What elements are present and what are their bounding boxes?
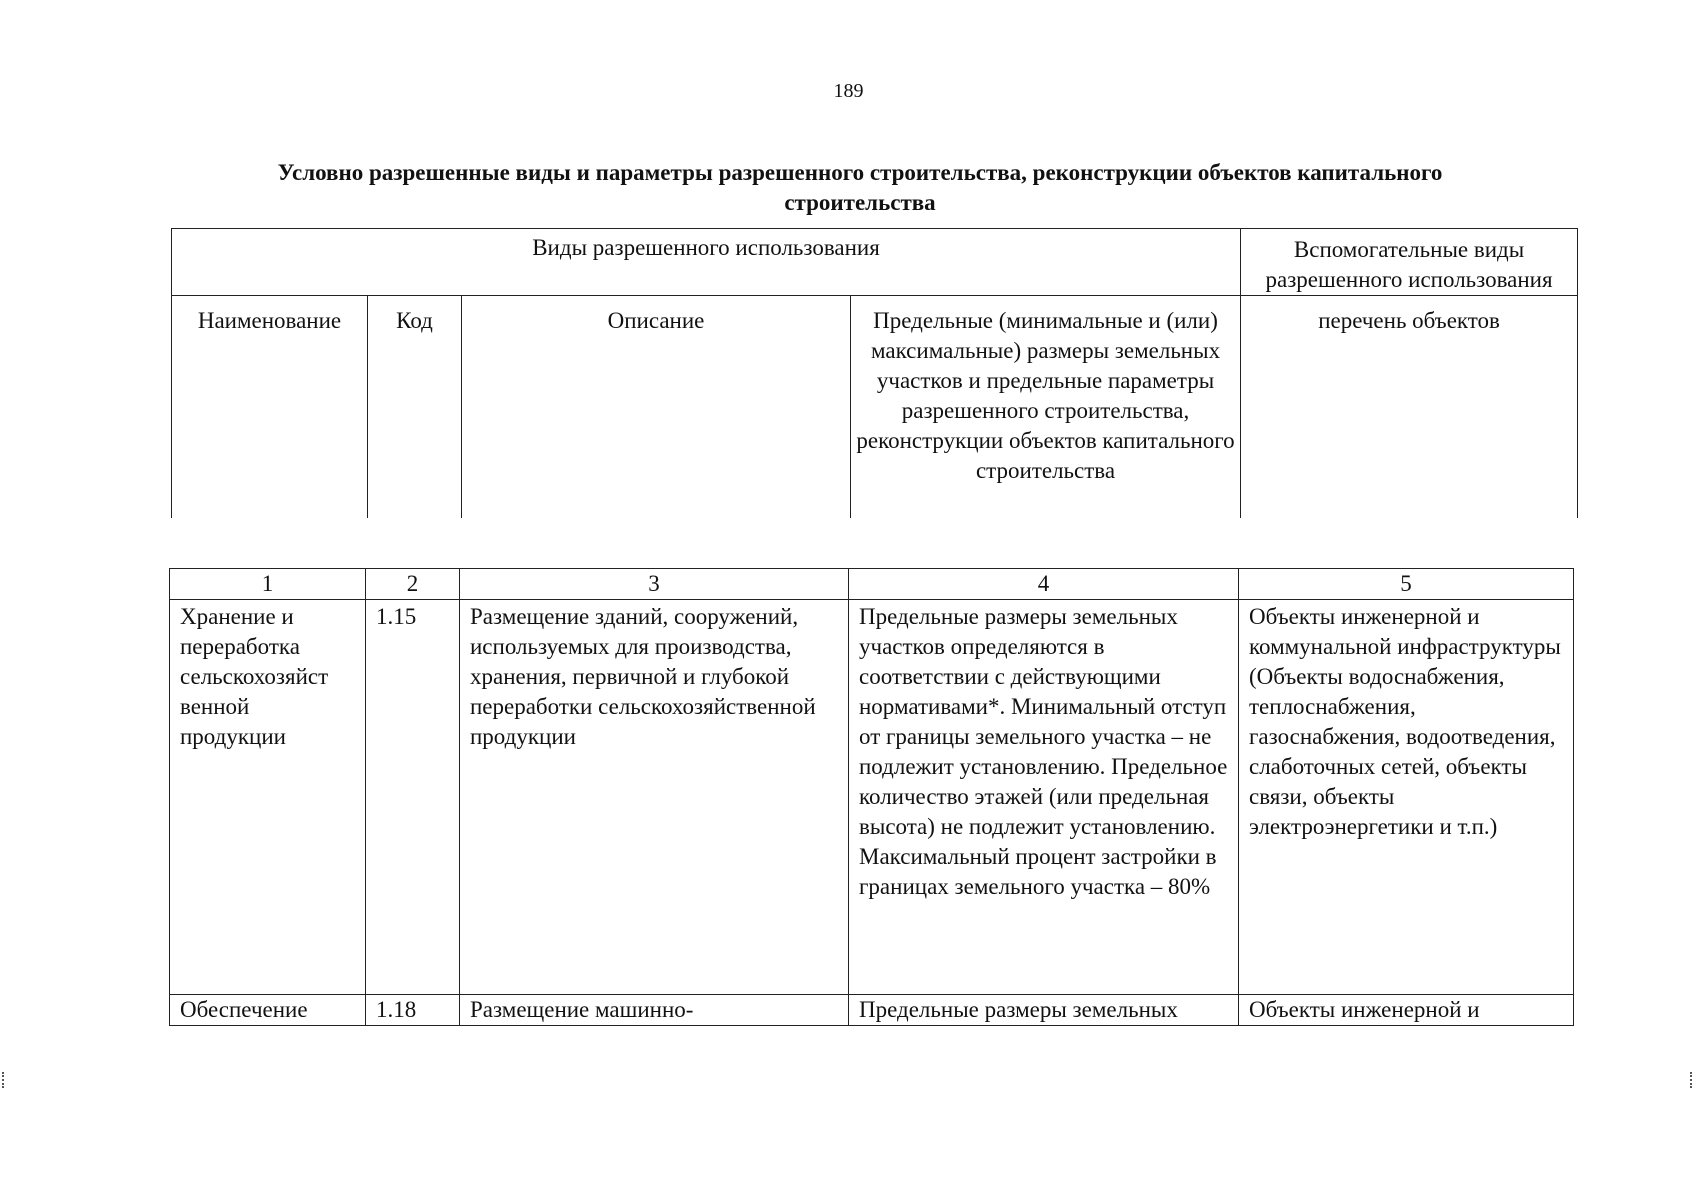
column-header-limits: Предельные (минимальные и (или) максимальные) размеры земельных участков и предельные параметры разрешенного строительства, реконструкции объектов капитального строительства: [851, 296, 1241, 519]
header-table: [171, 228, 1578, 518]
column-numbers-row: [170, 569, 1574, 600]
column-header-code: Код: [368, 296, 462, 519]
right-scan-mark: [1690, 1072, 1696, 1088]
column-number: 2: [366, 569, 460, 600]
cell-description: Размещение зданий, сооружений, используемых для производства, хранения, первичной и глубокой переработки сельскохозяйственной продукции: [460, 600, 849, 995]
column-header-description: Описание: [462, 296, 851, 519]
column-number: 5: [1239, 569, 1574, 600]
permitted-uses-group-header: Виды разрешенного использования: [172, 229, 1241, 296]
auxiliary-uses-header: Вспомогательные виды разрешенного использования: [1241, 229, 1578, 296]
column-header-objects: перечень объектов: [1241, 296, 1578, 519]
cell-code: 1.15: [366, 600, 460, 995]
column-number: 1: [170, 569, 366, 600]
cell-objects: Объекты инженерной и: [1239, 995, 1574, 1026]
cell-description: Размещение машинно-: [460, 995, 849, 1026]
table-row: [170, 600, 1574, 995]
cell-code: 1.18: [366, 995, 460, 1026]
data-table: [169, 568, 1574, 1026]
column-number: 3: [460, 569, 849, 600]
cell-objects: Объекты инженерной и коммунальной инфраструктуры (Объекты водоснабжения, теплоснабжения, газоснабжения, водоотведения, слаботочных сетей, объекты связи, объекты электроэнергетики и т.п.): [1239, 600, 1574, 995]
page-title: Условно разрешенные виды и параметры разрешенного строительства, реконструкции объектов капитального строительства: [277, 160, 1443, 215]
cell-name: Обеспечение: [170, 995, 366, 1026]
cell-limits: Предельные размеры земельных участков определяются в соответствии с действующими нормативами*. Минимальный отступ от границы земельного участка – не подлежит установлению. Предельное количество этажей (или предельная высота) не подлежит установлению. Максимальный процент застройки в границах земельного участка – 80%: [849, 600, 1239, 995]
left-scan-mark: [2, 1072, 8, 1088]
column-header-name: Наименование: [172, 296, 368, 519]
column-number: 4: [849, 569, 1239, 600]
page-number: 189: [833, 80, 864, 102]
cell-name: Хранение и переработка сельскохозяйст венной продукции: [170, 600, 366, 995]
table-row: [170, 995, 1574, 1026]
cell-limits: Предельные размеры земельных: [849, 995, 1239, 1026]
